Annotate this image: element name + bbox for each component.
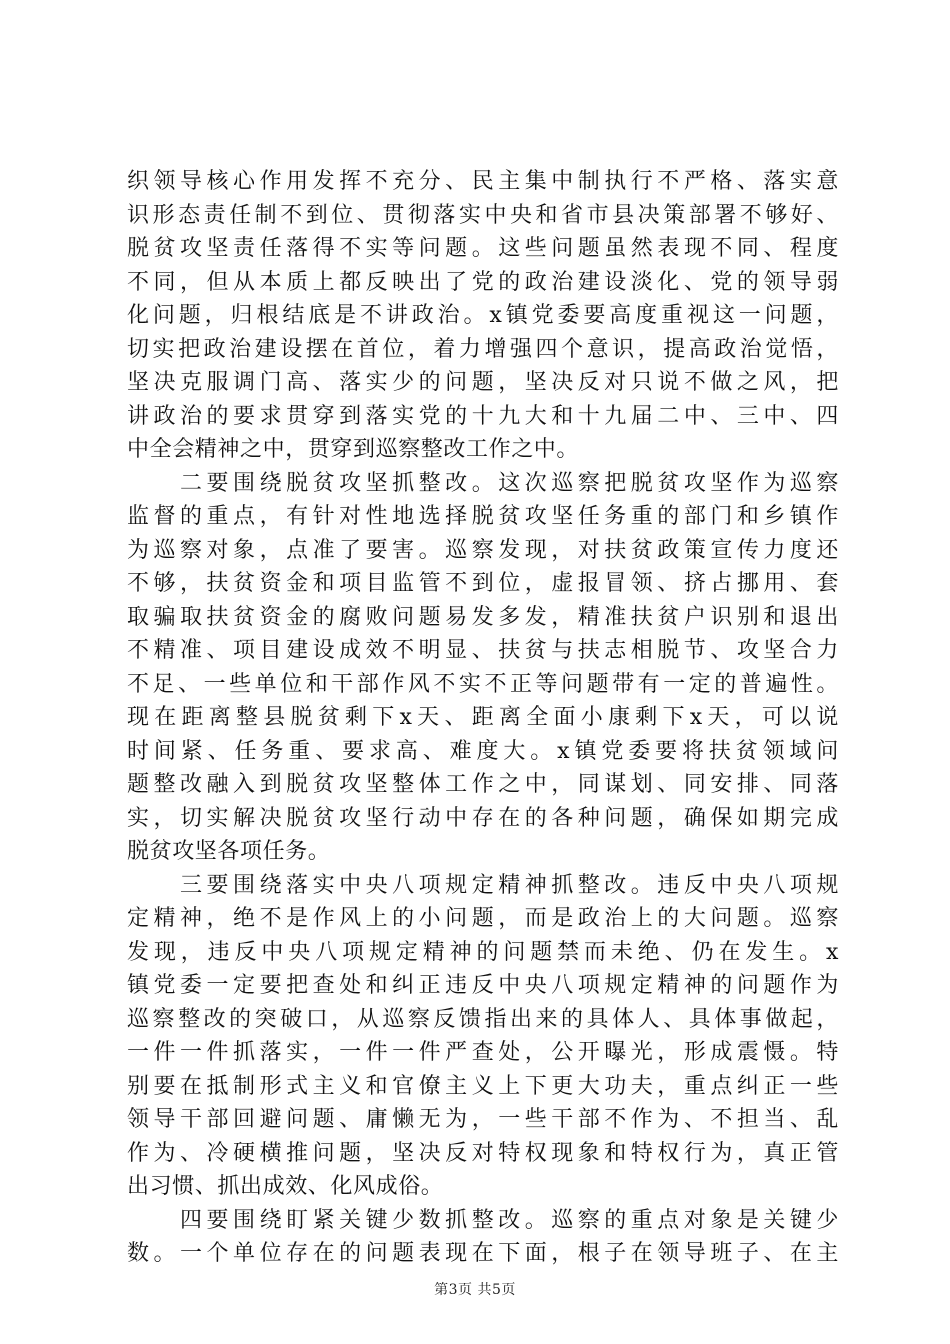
text-line: 化问题，归根结底是不讲政治。x镇党委要高度重视这一问题， [127, 303, 839, 328]
text-line: 不精准、项目建设成效不明显、扶贫与扶志相脱节、攻坚合力 [127, 638, 839, 663]
text-line: 不够，扶贫资金和项目监管不到位，虚报冒领、挤占挪用、套 [127, 571, 839, 596]
text-line: 监督的重点，有针对性地选择脱贫攻坚任务重的部门和乡镇作 [127, 504, 839, 529]
body-text [127, 165, 839, 1271]
text-line: 作为、冷硬横推问题，坚决反对特权现象和特权行为，真正管 [127, 1140, 839, 1166]
text-line: 定精神，绝不是作风上的小问题，而是政治上的大问题。巡察 [127, 906, 839, 931]
text-line: 一件一件抓落实，一件一件严查处，公开曝光，形成震慑。特 [127, 1040, 839, 1065]
text-line: 讲政治的要求贯穿到落实党的十九大和十九届二中、三中、四 [127, 403, 839, 429]
text-line: 切实把政治建设摆在首位，着力增强四个意识，提高政治觉悟， [127, 336, 839, 362]
text-line: 二要围绕脱贫攻坚抓整改。这次巡察把脱贫攻坚作为巡察 [127, 470, 839, 496]
text-line: 别要在抵制形式主义和官僚主义上下更大功夫，重点纠正一些 [127, 1073, 839, 1099]
text-line: 三要围绕落实中央八项规定精神抓整改。违反中央八项规 [127, 872, 839, 898]
text-line: 脱贫攻坚各项任务。 [127, 839, 331, 864]
text-line: 织领导核心作用发挥不充分、民主集中制执行不严格、落实意 [127, 169, 839, 194]
text-line: 领导干部回避问题、庸懒无为，一些干部不作为、不担当、乱 [127, 1107, 839, 1132]
text-line: 现在距离整县脱贫剩下x天、距离全面小康剩下x天，可以说 [127, 705, 839, 730]
text-line: 出习惯、抓出成效、化风成俗。 [127, 1174, 444, 1199]
text-line: 为巡察对象，点准了要害。巡察发现，对扶贫政策宣传力度还 [127, 537, 839, 563]
text-line: 时间紧、任务重、要求高、难度大。x镇党委要将扶贫领域问 [127, 738, 839, 764]
text-line: 发现，违反中央八项规定精神的问题禁而未绝、仍在发生。x [127, 939, 839, 965]
text-line: 脱贫攻坚责任落得不实等问题。这些问题虽然表现不同、程度 [127, 236, 839, 261]
text-line: 实，切实解决脱贫攻坚行动中存在的各种问题，确保如期完成 [127, 805, 839, 831]
text-line: 取骗取扶贫资金的腐败问题易发多发，精准扶贫户识别和退出 [127, 604, 839, 630]
text-line: 识形态责任制不到位、贯彻落实中央和省市县决策部署不够好、 [127, 202, 839, 228]
text-line: 坚决克服调门高、落实少的问题，坚决反对只说不做之风，把 [127, 370, 839, 395]
text-line: 题整改融入到脱贫攻坚整体工作之中，同谋划、同安排、同落 [127, 772, 839, 797]
page-footer: 第3页 共5页 [434, 1282, 516, 1298]
text-line: 巡察整改的突破口，从巡察反馈指出来的具体人、具体事做起， [127, 1006, 839, 1032]
text-line: 镇党委一定要把查处和纠正违反中央八项规定精神的问题作为 [127, 973, 839, 998]
text-line: 不足、一些单位和干部作风不实不正等问题带有一定的普遍性。 [127, 671, 839, 697]
text-line: 中全会精神之中，贯穿到巡察整改工作之中。 [127, 437, 580, 462]
text-line: 不同，但从本质上都反映出了党的政治建设淡化、党的领导弱 [127, 269, 839, 295]
text-line: 数。一个单位存在的问题表现在下面，根子在领导班子、在主 [127, 1241, 839, 1266]
text-line: 四要围绕盯紧关键少数抓整改。巡察的重点对象是关键少 [127, 1207, 839, 1233]
